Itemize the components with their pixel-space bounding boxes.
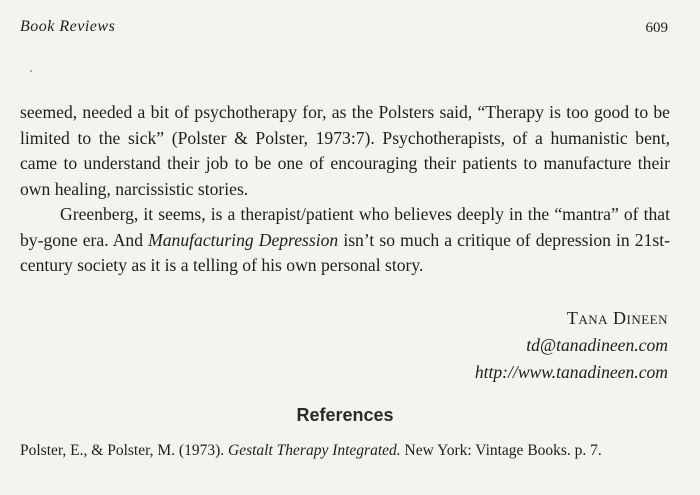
- reference-title: Gestalt Therapy Integrated.: [228, 442, 401, 459]
- page-number: 609: [645, 20, 668, 36]
- running-head: Book Reviews: [20, 18, 116, 35]
- body-paragraph-1: seemed, needed a bit of psychotherapy for, as the Polsters said, “Therapy is too good to be limited to the sick” (Polster & Polster, 1973:7). Psychotherapists, of a humanistic bent, came to understand their job to be one of encouraging their patients to manufacture their own healing, narcissistic stories.: [20, 102, 670, 199]
- body-paragraph-2: [20, 202, 670, 279]
- review-body: [20, 100, 670, 279]
- book-title: Manufacturing Depression: [148, 229, 339, 250]
- reference-entry: [20, 442, 602, 460]
- reference-publisher: New York: Vintage Books. p. 7.: [400, 442, 602, 459]
- references-heading: References: [296, 405, 394, 425]
- scan-speck: [30, 70, 32, 72]
- paragraph-2-text-b: isn’t so much a critique of depression in 21st-century society as it is a telling of his own personal story.: [20, 229, 670, 275]
- reviewer-name: Tana Dineen: [566, 308, 668, 328]
- reviewer-email: td@tanadineen.com: [526, 335, 668, 355]
- paragraph-2-text-a: Greenberg, it seems, is a therapist/patient who believes deeply in the “mantra” of that by-gone era. And: [20, 204, 670, 250]
- reference-authors: Polster, E., & Polster, M. (1973).: [20, 442, 229, 459]
- reviewer-url: http://www.tanadineen.com: [474, 362, 668, 382]
